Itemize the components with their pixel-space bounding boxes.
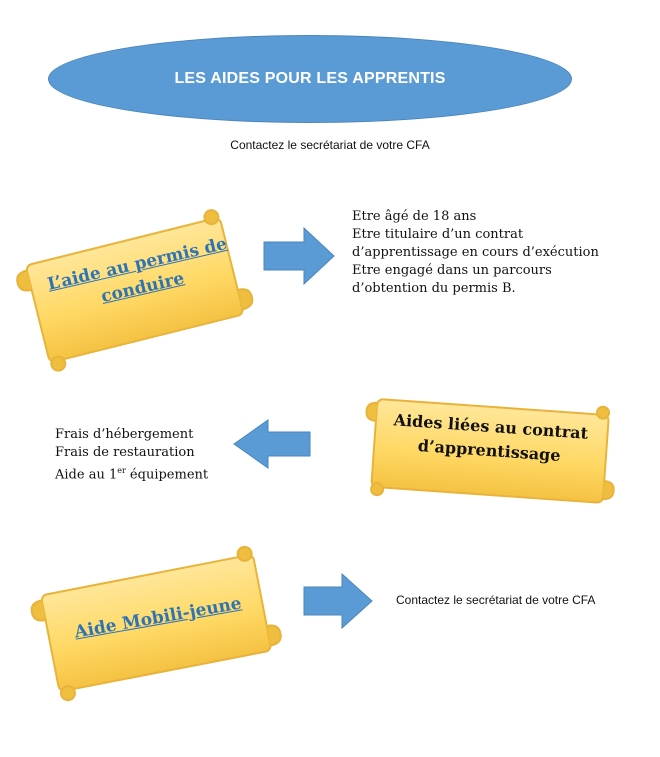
contrat-aids-list bbox=[55, 426, 208, 484]
label-permis[interactable]: L’aide au permis de conduire bbox=[45, 233, 229, 307]
permis-conditions-list bbox=[352, 208, 599, 298]
list-item: Aide au 1er équipement bbox=[55, 466, 209, 483]
list-item: Frais de restauration bbox=[55, 445, 195, 460]
arrow-right-icon bbox=[302, 572, 376, 630]
title-ellipse bbox=[48, 35, 572, 123]
list-item: d’obtention du permis B. bbox=[352, 281, 516, 296]
list-item: Etre âgé de 18 ans bbox=[352, 209, 477, 224]
subtitle-note: Contactez le secrétariat de votre CFA bbox=[230, 138, 430, 152]
list-item: Etre engagé dans un parcours bbox=[352, 263, 552, 278]
label-mobili[interactable]: Aide Mobili-jeune bbox=[72, 593, 244, 643]
label-contrat: Aides liées au contrat d’apprentissage bbox=[393, 410, 589, 465]
list-item: d’apprentissage en cours d’exécution bbox=[352, 245, 599, 260]
page-title: LES AIDES POUR LES APPRENTIS bbox=[174, 70, 446, 87]
arrow-left-icon bbox=[232, 418, 312, 470]
list-item: Frais d’hébergement bbox=[55, 427, 194, 442]
arrow-right-icon bbox=[262, 226, 338, 286]
mobili-note: Contactez le secrétariat de votre CFA bbox=[396, 593, 596, 607]
list-item: Etre titulaire d’un contrat bbox=[352, 227, 524, 242]
